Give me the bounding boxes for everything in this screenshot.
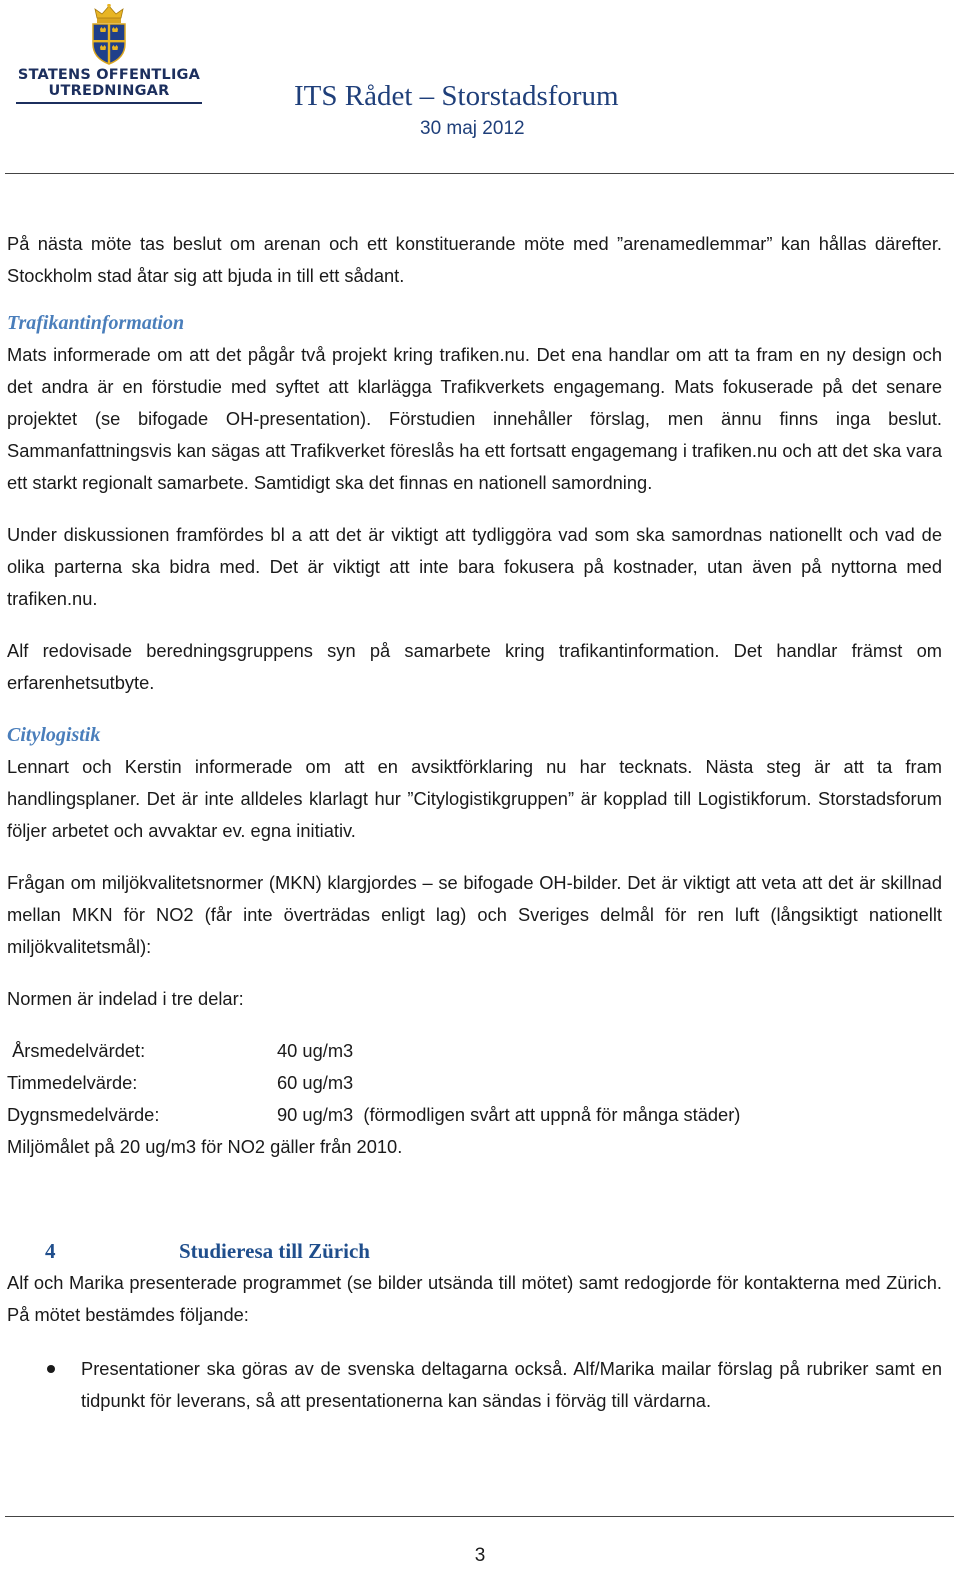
norm-table xyxy=(7,1035,740,1131)
document-date: 30 maj 2012 xyxy=(420,118,525,139)
logo-text-line2: UTREDNINGAR xyxy=(48,83,170,99)
norm-row xyxy=(7,1067,740,1099)
bullet-list xyxy=(7,1353,942,1417)
norm-value: 40 ug/m3 xyxy=(277,1040,354,1061)
norm-value: 90 ug/m3 (förmodligen svårt att uppnå för många städer) xyxy=(277,1104,741,1125)
norm-label: Årsmedelvärdet: xyxy=(7,1040,146,1061)
logo-text-line1: STATENS OFFENTLIGA xyxy=(17,67,201,83)
norm-label: Timmedelvärde: xyxy=(7,1072,138,1093)
list-item-text: Presentationer ska göras av de svenska deltagarna också. Alf/Marika mailar förslag på rubriker samt en tidpunkt för leverans, så att presentationerna kan sändas i förväg till värdarna. xyxy=(81,1358,942,1411)
paragraph-city-3: Normen är indelad i tre delar: xyxy=(7,988,244,1009)
bullet-icon xyxy=(47,1365,55,1373)
paragraph-section-4: Alf och Marika presenterade programmet (se bilder utsända till mötet) samt redogjorde för kontakterna med Zürich. På mötet bestämdes följande: xyxy=(7,1272,942,1325)
paragraph-city-2: Frågan om miljökvalitetsnormer (MKN) klargjordes – se bifogade OH-bilder. Det är viktigt att veta att det är skillnad mellan MKN för NO2 (får inte överträdas enligt lag) och Sveriges delmål för ren luft (långsiktigt nationellt miljökvalitetsmål): xyxy=(7,872,942,957)
footer-divider xyxy=(5,1516,954,1517)
paragraph-trafik-1: Mats informerade om att det pågår två projekt kring trafiken.nu. Det ena handlar om att ta fram en ny design och det andra är en förstudie med syftet att klarlägga Trafikverkets engagemang. Mats fokuserade på det senare projektet (se bifogade OH-presentation). Förstudien innehåller förslag, men ännu finns inga beslut. Sammanfattningsvis kan sägas att Trafikverket föreslås ha ett fortsatt engagemang i trafiken.nu och att det ska vara ett starkt regionalt samarbete. Samtidigt ska det finnas en nationell samordning. xyxy=(7,344,942,493)
document-title: ITS Rådet – Storstadsforum xyxy=(294,80,619,112)
norm-row xyxy=(7,1099,740,1131)
section-number: 4 xyxy=(45,1239,56,1263)
paragraph-miljomal: Miljömålet på 20 ug/m3 för NO2 gäller från 2010. xyxy=(7,1136,403,1157)
crown-coat-of-arms-icon xyxy=(14,4,204,66)
sou-logo xyxy=(14,4,204,108)
paragraph-trafik-3: Alf redovisade beredningsgruppens syn på samarbete kring trafikantinformation. Det handlar främst om erfarenhetsutbyte. xyxy=(7,640,942,693)
paragraph-trafik-2: Under diskussionen framfördes bl a att det är viktigt att tydliggöra vad som ska samordnas nationellt och vad de olika parterna ska bidra med. Det är viktigt att inte bara fokusera på kostnader, utan även på nyttorna med trafiken.nu. xyxy=(7,524,942,609)
section-title: Studieresa till Zürich xyxy=(179,1239,370,1263)
document-body xyxy=(7,228,942,1417)
norm-label: Dygnsmedelvärde: xyxy=(7,1104,160,1125)
heading-citylogistik: Citylogistik xyxy=(7,724,101,746)
section-heading-4 xyxy=(7,1235,942,1267)
header-divider xyxy=(5,173,954,174)
paragraph-city-1: Lennart och Kerstin informerade om att en avsiktförklaring nu har tecknats. Nästa steg är att ta fram handlingsplaner. Det är inte alldeles klarlagt hur ”Citylogistikgruppen” är kopplad till Logistikforum. Storstadsforum följer arbetet och avvaktar ev. egna initiativ. xyxy=(7,756,942,841)
norm-row xyxy=(7,1035,740,1067)
logo-underline xyxy=(16,102,202,104)
paragraph-intro: På nästa möte tas beslut om arenan och ett konstituerande möte med ”arenamedlemmar” kan hållas därefter. Stockholm stad åtar sig att bjuda in till ett sådant. xyxy=(7,233,942,286)
heading-trafikantinformation: Trafikantinformation xyxy=(7,312,185,334)
norm-value: 60 ug/m3 xyxy=(277,1072,354,1093)
list-item xyxy=(7,1353,942,1417)
page-number: 3 xyxy=(474,1545,486,1566)
